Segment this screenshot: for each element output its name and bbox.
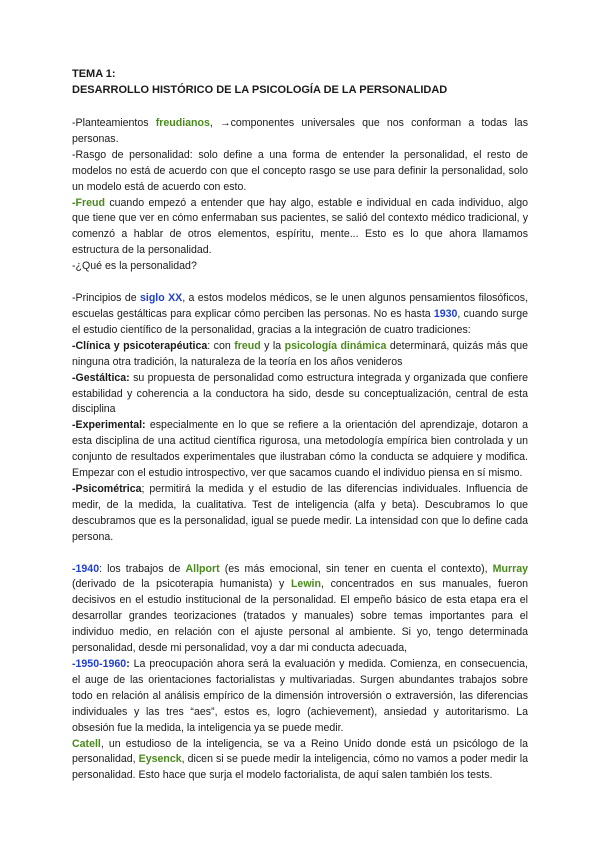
paragraph: -1940: los trabajos de Allport (es más emocional, sin tener en cuenta el contexto), Murray (derivado de la psicoterapia humanista) y Lewin, concentrados en sus manuales, fueron decisivos en el estudio institucional de la personalidad. El empeño básico de esta etapa era el desarrollar grandes teorizaciones (tratados y manuales) sobre temas importantes para el individuo medio, en relación con el ajuste personal al ambiente. Si yo, tengo determinada personalidad, desde mi personalidad, voy a dar mi conducta adecuada, <box>72 562 528 655</box>
paragraph: -Gestáltica: su propuesta de personalidad como estructura integrada y organizada que confiere estabilidad y coherencia a la conductora ha sido, desde su conceptualización, central de esta disciplina <box>72 371 528 416</box>
keyword: -Freud <box>72 196 105 209</box>
keyword: 1930 <box>433 307 458 320</box>
keyword: -1950-1960 <box>72 658 127 670</box>
keyword: -1940 <box>72 562 100 575</box>
paragraph: Catell, un estudioso de la inteligencia, se va a Reino Unido donde está un psicólogo de la personalidad, Eysenck, dicen si se puede medir la inteligencia, cómo no vamos a poder medir la personalidad. Esto hace que surja el modelo factorialista, de aquí salen también los tests. <box>72 737 528 782</box>
topic-number: TEMA 1: <box>72 68 116 80</box>
term: -Clínica y psicoterapéutica <box>72 339 208 352</box>
keyword: Lewin <box>290 578 321 591</box>
term: -Psicométrica <box>72 482 142 495</box>
keyword: Eysenck <box>138 753 182 766</box>
paragraph: -Psicométrica; permitirá la medida y el estudio de las diferencias individuales. Influencia de medir, de la medida, la cualitativa. Test de inteligencia (alfa y beta). Descubramos lo que descubramos que es la personalidad, igual se puede medir. La intensidad con que lo define cada persona. <box>72 482 528 543</box>
keyword: freud <box>234 339 261 352</box>
paragraph: -Clínica y psicoterapéutica: con freud y la psicología dinámica determinará, quizás más que ninguna otra tradición, la naturaleza de la teoría en los años venideros <box>72 339 528 368</box>
paragraph: -Rasgo de personalidad: solo define a una forma de entender la personalidad, el resto de modelos no está de acuerdo con que el concepto rasgo se use para definir la personalidad, solo un modelo está de acuerdo con esto. <box>72 148 528 193</box>
paragraph: -Freud cuando empezó a entender que hay algo, estable e individual en cada individuo, algo que tiene que ver en cómo enfermaban sus pacientes, se salió del contexto médico tradicional, y comenzó a hablar de otros elementos, espíritu, mente... Esto es lo que ahora llamamos estructura de la personalidad. <box>72 196 528 257</box>
section-intro <box>72 116 528 275</box>
section-traditions <box>72 291 528 546</box>
keyword: Allport <box>185 562 220 575</box>
keyword: freudianos <box>155 117 210 129</box>
keyword: psicología dinámica <box>284 339 387 352</box>
document-page <box>72 66 528 784</box>
paragraph: -1950-1960: La preocupación ahora será la evaluación y medida. Comienza, en consecuencia, el auge de las orientaciones factorialistas y multivariadas. Surgen abundantes trabajos sobre todo en relación al análisis empírico de la dimensión introversión o extraversión, las diferencias individuales y las tres “aes”, estos es, logro (achievement), ansiedad y autoritarismo. La obsesión fue la medida, la inteligencia ya se puede medir. <box>72 658 528 734</box>
paragraph: -Planteamientos freudianos, →componentes universales que nos conforman a todas las personas. <box>72 117 528 145</box>
paragraph: -¿Qué es la personalidad? <box>72 260 197 273</box>
document-title: DESARROLLO HISTÓRICO DE LA PSICOLOGÍA DE LA PERSONALIDAD <box>72 84 448 96</box>
term: -Experimental: <box>72 419 146 432</box>
paragraph: -Principios de siglo XX, a estos modelos médicos, se le unen algunos pensamientos filosóficos, escuelas gestálticas para explicar cómo perciben las personas. No es hasta 1930, cuando surge el estudio científico de la personalidad, gracias a la integración de cuatro tradiciones: <box>72 292 529 336</box>
term: -Gestáltica: <box>72 371 130 384</box>
keyword: Catell <box>72 737 101 750</box>
paragraph: -Experimental: especialmente en lo que se refiere a la orientación del aprendizaje, dotaron a esta disciplina de una actitud científica rigurosa, una metodología empírica bien controlada y un conjunto de resultados experimentales que ilustraban cómo la conducta se adquiere y modifica. Empezar con el estudio introspectivo, ver que sacamos cuando el individuo piensa en sí mismo. <box>72 419 528 480</box>
keyword: siglo XX <box>139 292 183 305</box>
section-history <box>72 562 528 785</box>
keyword: Murray <box>492 562 528 575</box>
